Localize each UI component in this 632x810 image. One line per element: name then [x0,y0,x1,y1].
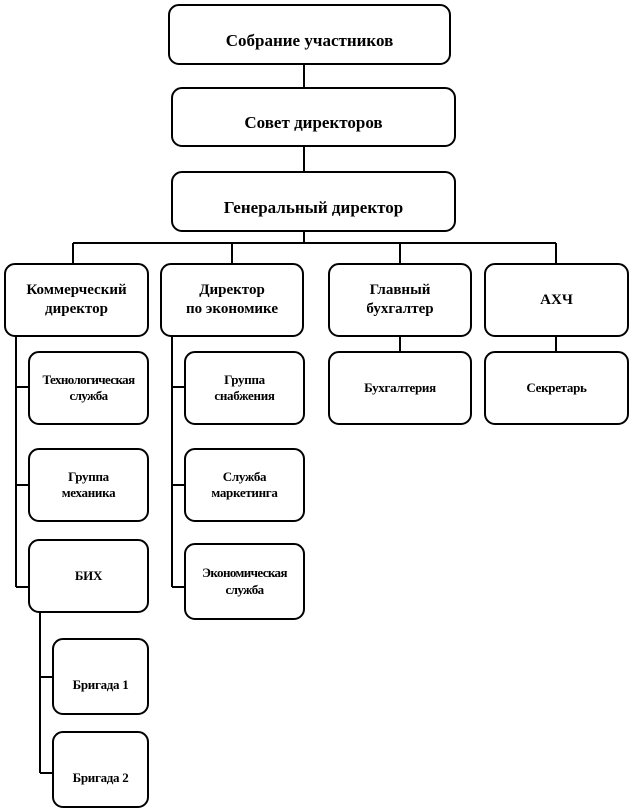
node-tech-service: Технологическая служба [28,351,149,425]
node-ahch: АХЧ [484,263,629,337]
node-secretary: Секретарь [484,351,629,425]
node-marketing-service: Служба маркетинга [184,448,305,522]
node-economics-director: Директор по экономике [160,263,304,337]
node-assembly: Собрание участников [168,4,451,65]
node-mechanics-group: Группа механика [28,448,149,522]
node-commercial-director: Коммерческий директор [4,263,149,337]
node-bih: БИХ [28,539,149,613]
node-brigade-1: Бригада 1 [52,638,149,715]
node-accounting: Бухгалтерия [328,351,472,425]
node-chief-accountant: Главный бухгалтер [328,263,472,337]
node-brigade-2: Бригада 2 [52,731,149,808]
node-board: Совет директоров [171,87,456,147]
node-supply-group: Группа снабжения [184,351,305,425]
node-ceo: Генеральный директор [171,171,456,232]
node-economic-service: Экономическая служба [184,543,305,620]
